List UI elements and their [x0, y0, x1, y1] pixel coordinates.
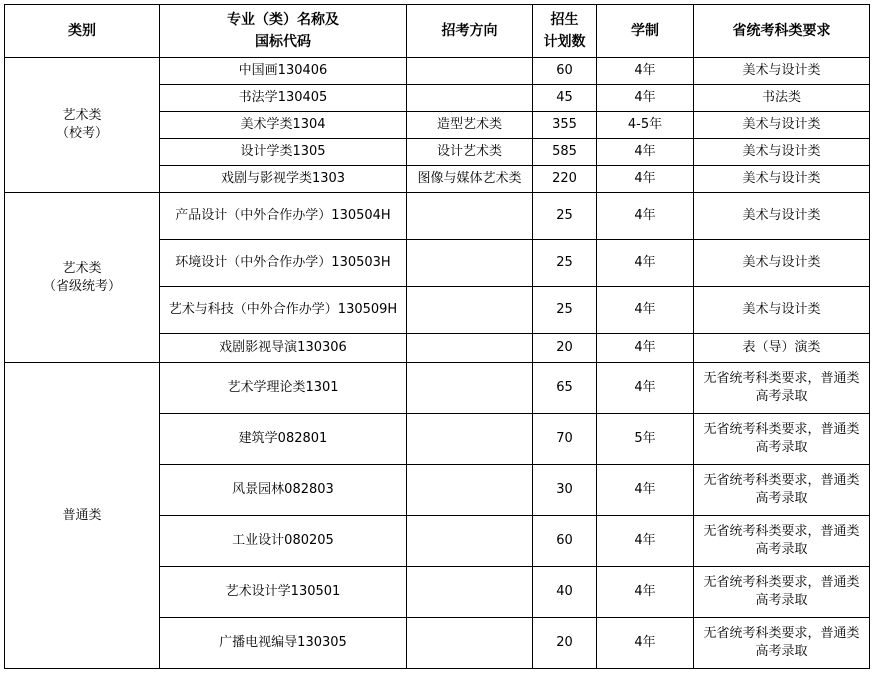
category-cell	[5, 363, 160, 669]
plan-cell: 45	[533, 85, 597, 112]
duration-cell: 4年	[597, 139, 694, 166]
requirement-line1: 无省统考科类要求，普通类	[703, 422, 860, 437]
duration-cell: 4年	[597, 363, 694, 414]
duration-cell: 4-5年	[597, 112, 694, 139]
requirement-cell	[694, 618, 870, 669]
duration-cell: 4年	[597, 58, 694, 85]
plan-cell: 355	[533, 112, 597, 139]
direction-cell	[407, 465, 533, 516]
requirement-cell: 美术与设计类	[694, 139, 870, 166]
plan-cell: 40	[533, 567, 597, 618]
requirement-cell: 美术与设计类	[694, 240, 870, 287]
direction-cell	[407, 516, 533, 567]
requirement-line1: 无省统考科类要求，普通类	[703, 371, 860, 386]
category-line1: 艺术类	[62, 108, 102, 123]
requirement-cell	[694, 516, 870, 567]
header-plan-line2: 计划数	[543, 34, 586, 50]
requirement-line2: 高考录取	[755, 389, 808, 404]
requirement-line2: 高考录取	[755, 542, 808, 557]
requirement-cell	[694, 363, 870, 414]
duration-cell: 5年	[597, 414, 694, 465]
major-cell: 工业设计080205	[160, 516, 407, 567]
duration-cell: 4年	[597, 516, 694, 567]
category-line1: 艺术类	[62, 260, 102, 276]
major-cell: 环境设计（中外合作办学）130503H	[160, 240, 407, 287]
category-line2: （校考）	[55, 126, 108, 141]
duration-cell: 4年	[597, 193, 694, 240]
direction-cell	[407, 334, 533, 363]
plan-cell: 25	[533, 240, 597, 287]
header-duration: 学制	[597, 5, 694, 58]
duration-cell: 4年	[597, 166, 694, 193]
requirement-line2: 高考录取	[755, 440, 808, 455]
major-cell: 广播电视编导130305	[160, 618, 407, 669]
plan-cell: 65	[533, 363, 597, 414]
duration-cell: 4年	[597, 567, 694, 618]
direction-cell: 图像与媒体艺术类	[407, 166, 533, 193]
requirement-line1: 无省统考科类要求，普通类	[703, 524, 860, 539]
direction-cell: 造型艺术类	[407, 112, 533, 139]
category-cell	[5, 58, 160, 193]
direction-cell: 设计艺术类	[407, 139, 533, 166]
major-cell: 戏剧影视导演130306	[160, 334, 407, 363]
header-category: 类别	[5, 5, 160, 58]
major-cell: 艺术与科技（中外合作办学）130509H	[160, 287, 407, 334]
header-requirement: 省统考科类要求	[694, 5, 870, 58]
direction-cell	[407, 85, 533, 112]
requirement-line1: 无省统考科类要求，普通类	[703, 575, 860, 590]
direction-cell	[407, 567, 533, 618]
direction-cell	[407, 363, 533, 414]
header-major-line2: 国标代码	[255, 34, 311, 50]
major-cell: 中国画130406	[160, 58, 407, 85]
header-row	[5, 5, 870, 58]
major-cell: 设计学类1305	[160, 139, 407, 166]
direction-cell	[407, 58, 533, 85]
direction-cell	[407, 240, 533, 287]
plan-cell: 25	[533, 193, 597, 240]
plan-cell: 20	[533, 334, 597, 363]
requirement-cell: 美术与设计类	[694, 58, 870, 85]
plan-cell: 60	[533, 516, 597, 567]
requirement-cell: 美术与设计类	[694, 166, 870, 193]
header-major-line1: 专业（类）名称及	[227, 12, 339, 28]
duration-cell: 4年	[597, 334, 694, 363]
plan-cell: 70	[533, 414, 597, 465]
requirement-cell: 美术与设计类	[694, 287, 870, 334]
direction-cell	[407, 193, 533, 240]
table-row	[5, 363, 870, 414]
requirement-line2: 高考录取	[755, 644, 808, 659]
major-cell: 产品设计（中外合作办学）130504H	[160, 193, 407, 240]
duration-cell: 4年	[597, 287, 694, 334]
duration-cell: 4年	[597, 618, 694, 669]
requirement-line2: 高考录取	[755, 593, 808, 608]
duration-cell: 4年	[597, 85, 694, 112]
major-cell: 风景园林082803	[160, 465, 407, 516]
header-direction: 招考方向	[407, 5, 533, 58]
major-cell: 建筑学082801	[160, 414, 407, 465]
plan-cell: 25	[533, 287, 597, 334]
requirement-line2: 高考录取	[755, 491, 808, 506]
plan-cell: 60	[533, 58, 597, 85]
direction-cell	[407, 287, 533, 334]
plan-cell: 30	[533, 465, 597, 516]
requirement-cell	[694, 414, 870, 465]
duration-cell: 4年	[597, 240, 694, 287]
major-cell: 书法学130405	[160, 85, 407, 112]
requirement-cell: 书法类	[694, 85, 870, 112]
table-row	[5, 58, 870, 85]
requirement-cell: 美术与设计类	[694, 193, 870, 240]
header-plan	[533, 5, 597, 58]
plan-cell: 20	[533, 618, 597, 669]
category-line1: 普通类	[62, 507, 102, 523]
header-plan-line1: 招生	[550, 12, 579, 28]
header-major	[160, 5, 407, 58]
requirement-cell	[694, 465, 870, 516]
requirement-cell: 美术与设计类	[694, 112, 870, 139]
requirement-cell: 表（导）演类	[694, 334, 870, 363]
major-cell: 戏剧与影视学类1303	[160, 166, 407, 193]
enrollment-plan-table	[4, 4, 870, 669]
requirement-cell	[694, 567, 870, 618]
direction-cell	[407, 618, 533, 669]
table-row	[5, 193, 870, 240]
major-cell: 艺术学理论类1301	[160, 363, 407, 414]
duration-cell: 4年	[597, 465, 694, 516]
major-cell: 艺术设计学130501	[160, 567, 407, 618]
requirement-line1: 无省统考科类要求，普通类	[703, 626, 860, 641]
requirement-line1: 无省统考科类要求，普通类	[703, 473, 860, 488]
category-cell	[5, 193, 160, 363]
plan-cell: 585	[533, 139, 597, 166]
direction-cell	[407, 414, 533, 465]
category-line2: （省级统考）	[42, 278, 121, 294]
plan-cell: 220	[533, 166, 597, 193]
major-cell: 美术学类1304	[160, 112, 407, 139]
